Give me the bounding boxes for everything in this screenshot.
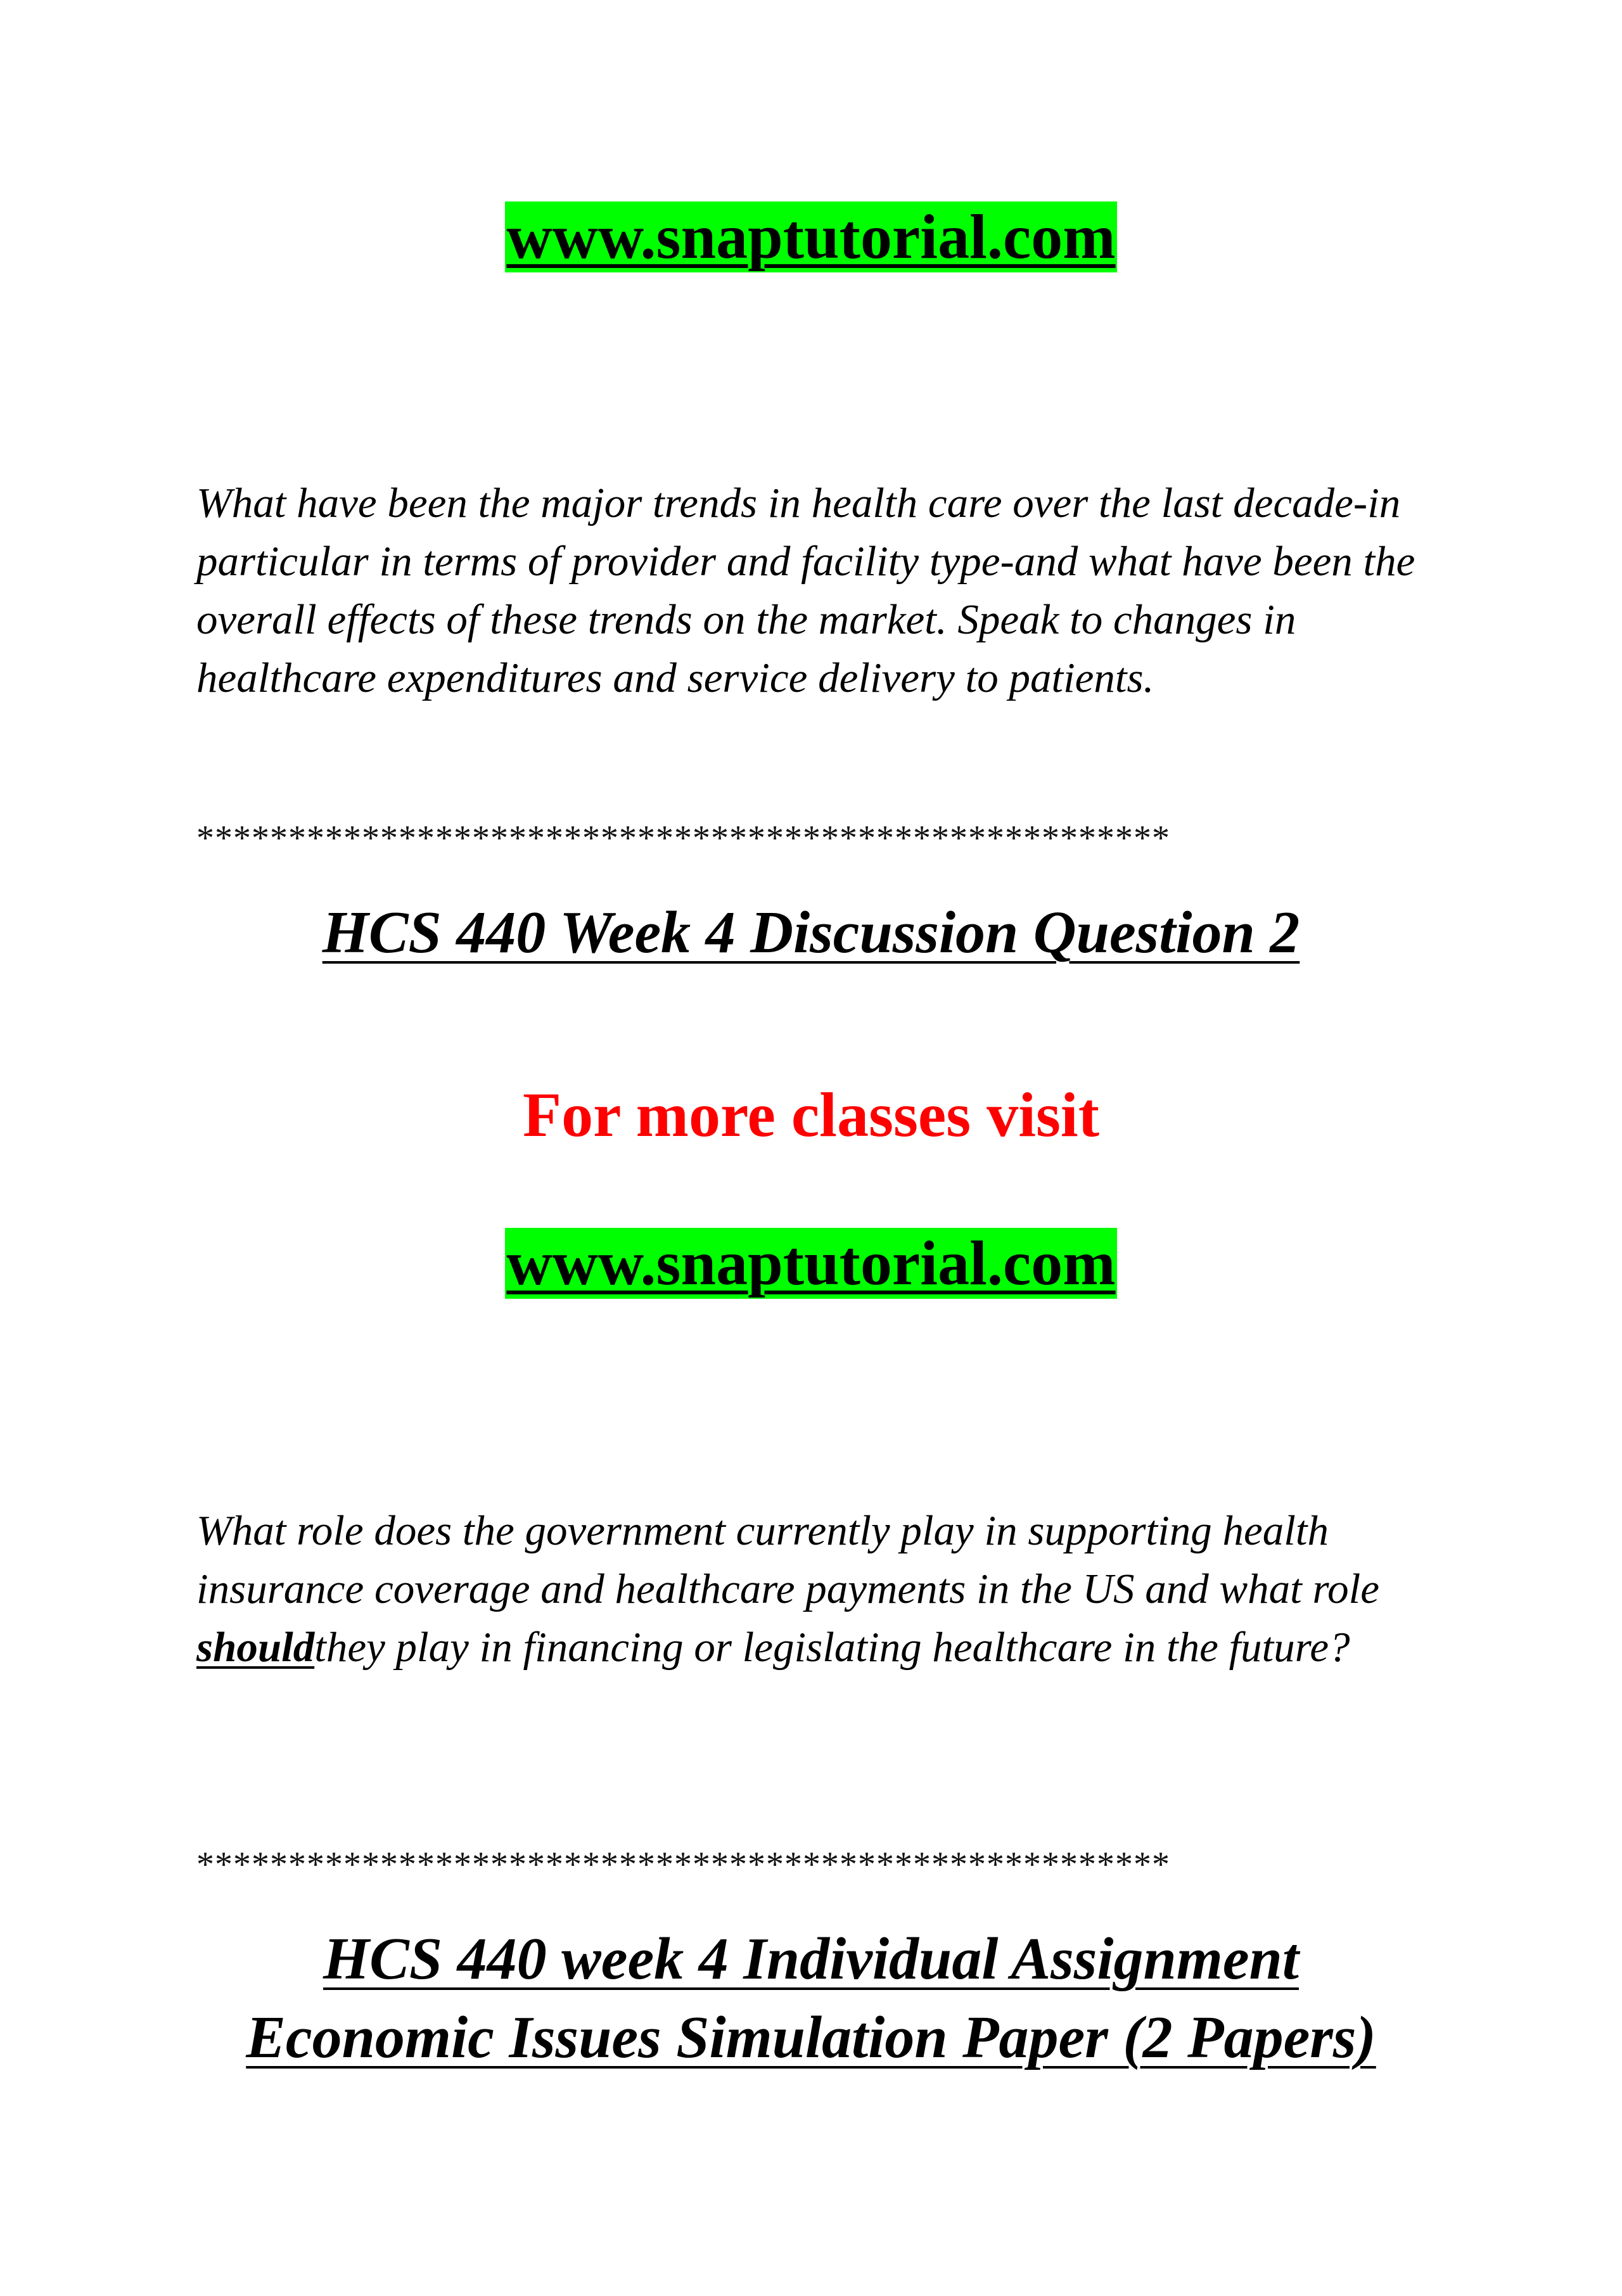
heading-discussion-question-2 — [0, 893, 1622, 972]
separator-stars-2: ***************************************************** — [196, 1845, 1170, 1884]
paragraph-government-role — [196, 1502, 1464, 1676]
heading-individual-assignment-line2: Economic Issues Simulation Paper (2 Papers) — [246, 2005, 1376, 2070]
heading-individual-assignment — [0, 1920, 1622, 1998]
paragraph-trends: What have been the major trends in health care over the last decade-in particular in terms of provider and facility type-and what have been the overall effects of these trends on the market. Speak to changes in healthcare expenditures and service delivery to patients. — [196, 480, 1415, 701]
paragraph-government-role-after: they play in financing or legislating healthcare in the future? — [314, 1624, 1350, 1671]
middle-link-block — [0, 1228, 1622, 1299]
snaptutorial-link-middle[interactable]: www.snaptutorial.com — [506, 1228, 1116, 1298]
heading-individual-assignment-2 — [0, 1998, 1622, 2077]
separator-stars-1: ***************************************************** — [196, 819, 1170, 858]
paragraph-government-role-emphasis: should — [196, 1624, 315, 1671]
heading-individual-assignment-line1: HCS 440 week 4 Individual Assignment — [323, 1926, 1299, 1992]
heading-discussion-question-2-text: HCS 440 Week 4 Discussion Question 2 — [322, 900, 1300, 966]
for-more-classes-text: For more classes visit — [522, 1080, 1099, 1150]
top-link-block — [0, 201, 1622, 272]
paragraph-government-role-before: What role does the government currently play in supporting health insurance coverage and healthcare payments in the US and what role — [196, 1507, 1379, 1612]
snaptutorial-link-top[interactable]: www.snaptutorial.com — [506, 201, 1116, 272]
